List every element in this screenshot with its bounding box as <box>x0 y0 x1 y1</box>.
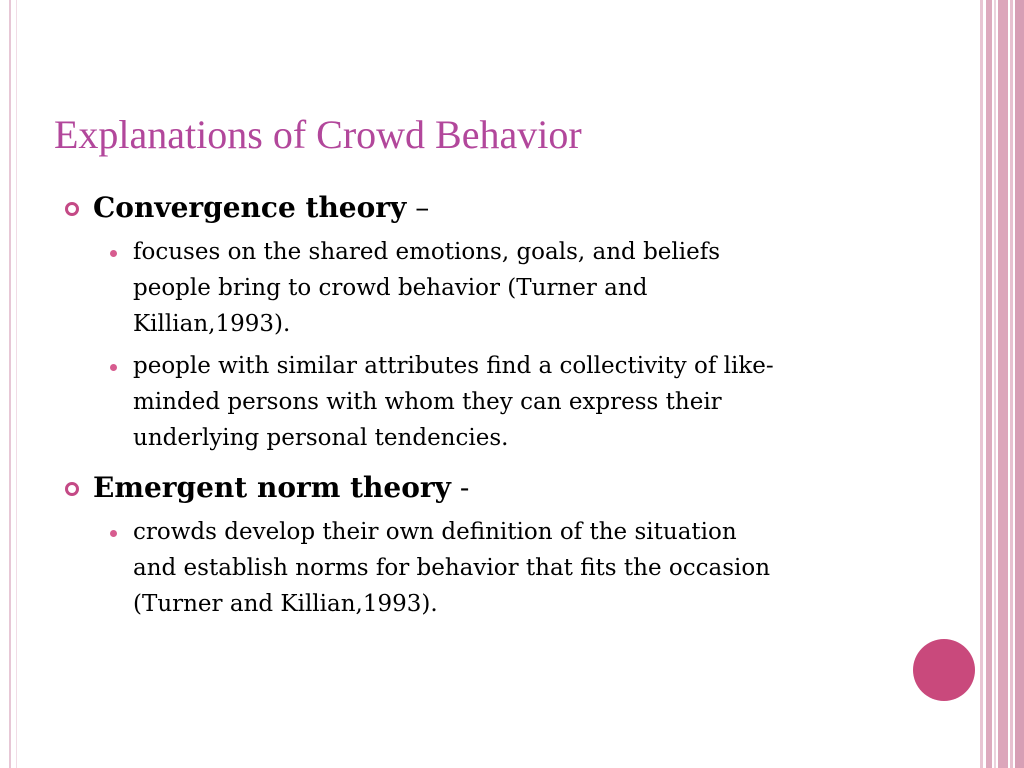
right-decorative-bars <box>980 0 1024 768</box>
dot-bullet-icon <box>110 364 117 371</box>
list-item <box>60 348 780 456</box>
section-separator: – <box>406 191 430 224</box>
section-heading-emergent-norm <box>60 466 860 510</box>
bullet-list <box>60 514 860 622</box>
bullet-text: people with similar attributes find a collectivity of like-minded persons with whom they can express their underlying personal tendencies. <box>133 353 774 451</box>
dot-bullet-icon <box>110 250 117 257</box>
left-decorative-line <box>9 0 11 768</box>
list-item <box>60 514 780 622</box>
ring-bullet-icon <box>65 482 79 496</box>
dot-bullet-icon <box>110 530 117 537</box>
slide-content <box>60 186 860 632</box>
section-heading-convergence <box>60 186 860 230</box>
section-heading-text: Emergent norm theory <box>93 471 451 504</box>
bullet-text: crowds develop their own definition of the situation and establish norms for behavior that fits the occasion (Turner and Killian,1993). <box>133 519 771 617</box>
ring-bullet-icon <box>65 202 79 216</box>
bullet-text: focuses on the shared emotions, goals, and beliefs people bring to crowd behavior (Turner and Killian,1993). <box>133 239 721 337</box>
slide-title: Explanations of Crowd Behavior <box>54 112 582 157</box>
section-separator: - <box>450 471 470 504</box>
bullet-list <box>60 234 860 456</box>
list-item <box>60 234 780 342</box>
decorative-circle <box>913 639 975 701</box>
left-decorative-line-thin <box>16 0 17 768</box>
section-heading-text: Convergence theory <box>93 191 407 224</box>
